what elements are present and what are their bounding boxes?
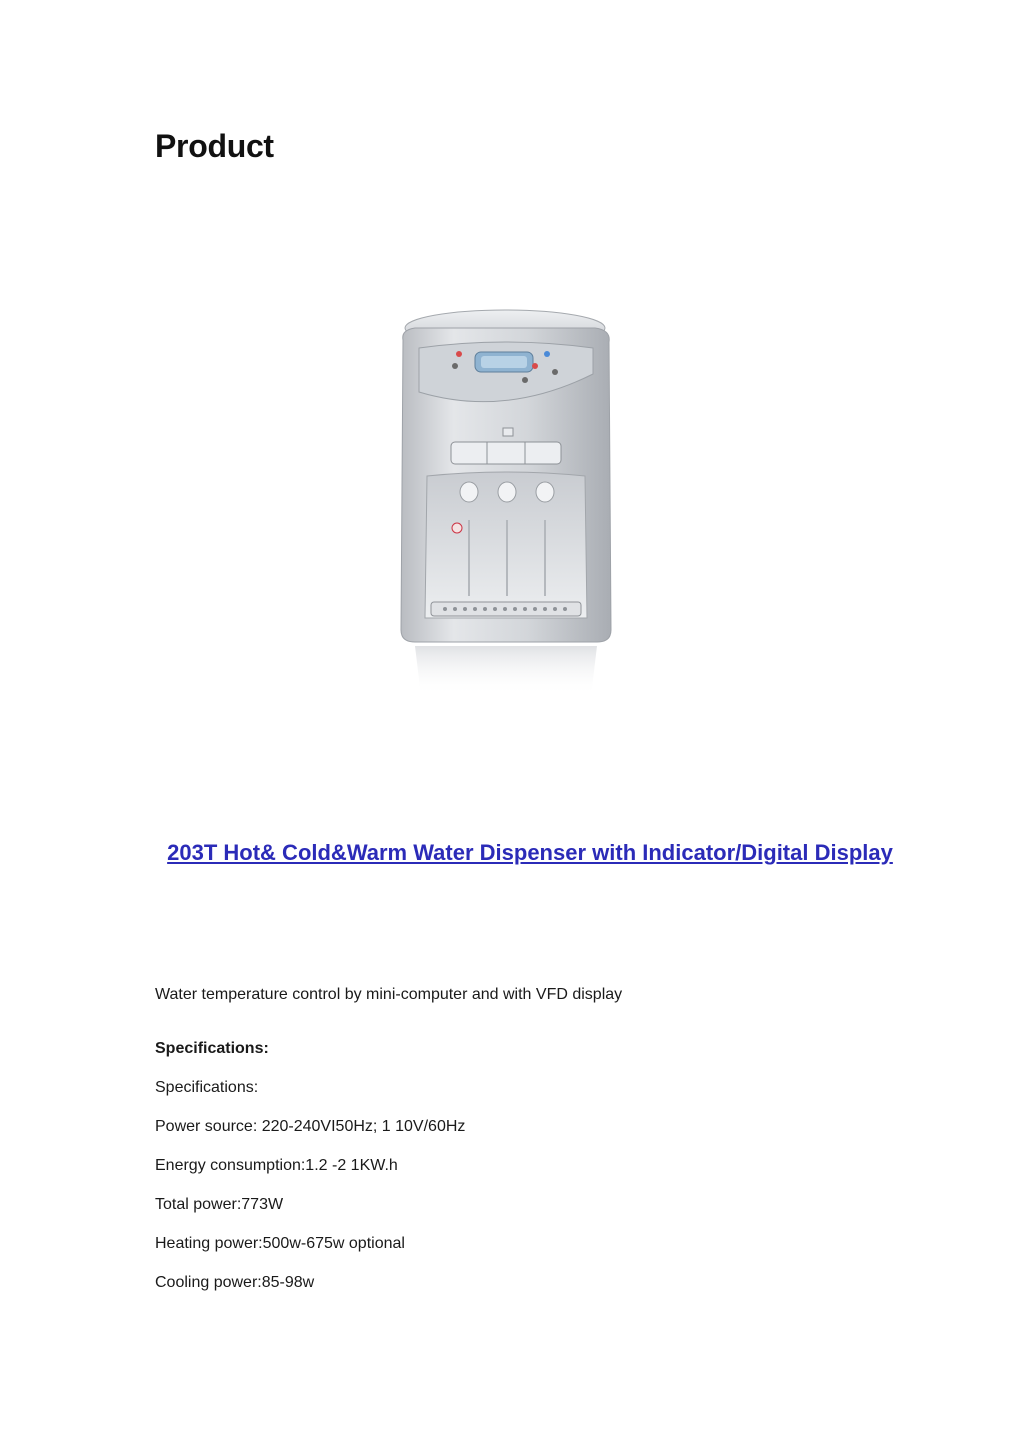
specifications-heading: Specifications: xyxy=(155,1040,269,1057)
spec-item-total-power: Total power:773W xyxy=(155,1196,284,1213)
specifications-subheading: Specifications: xyxy=(155,1079,259,1096)
page-title: Product xyxy=(155,128,274,164)
product-title-link[interactable]: 203T Hot& Cold&Warm Water Dispenser with Indicator/Digital Display xyxy=(167,840,893,865)
spec-item-energy-consumption: Energy consumption:1.2 -2 1KW.h xyxy=(155,1157,398,1174)
water-dispenser-image xyxy=(375,300,635,700)
product-description: Water temperature control by mini-computer and with VFD display xyxy=(155,986,623,1003)
product-title xyxy=(140,826,920,880)
spec-item-heating-power: Heating power:500w-675w optional xyxy=(155,1235,405,1252)
spec-item-cooling-power: Cooling power:85-98w xyxy=(155,1274,315,1291)
spec-item-power-source: Power source: 220-240VI50Hz; 1 10V/60Hz xyxy=(155,1118,466,1135)
